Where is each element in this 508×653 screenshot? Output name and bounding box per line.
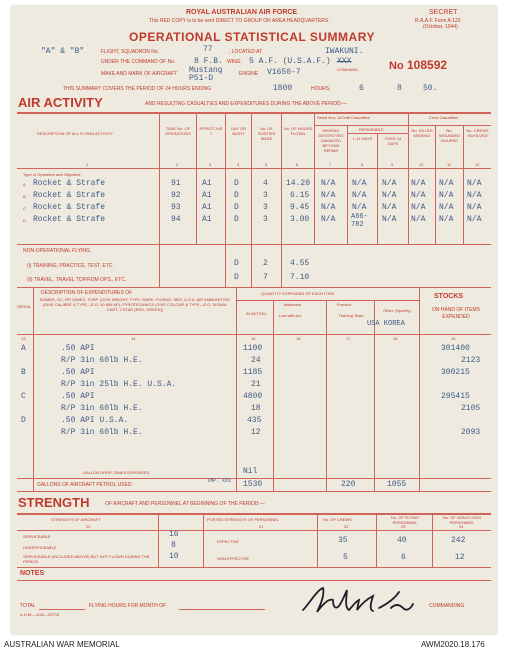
training-day-night: D [234,259,239,268]
hours-flown-value: 14.20 [286,179,311,188]
divider [33,287,34,491]
form-instruction: This RED COPY is to be sent DIRECT TO GROUP OR AREA HEADQUARTERS. [149,18,330,24]
divider [203,513,204,567]
crews-value: N/A [467,215,482,224]
divider [419,287,420,491]
row-letter: C [23,206,26,211]
divider [273,300,274,491]
col-number: 10 [419,162,424,167]
nonflying-personnel-header: No. OF NON-FLYING PERSONNEL [442,515,482,525]
col-description: DESCRIPTION OF ALL FLYING ACTIVITY [37,131,114,136]
command-label: COMMAND [337,67,359,72]
period-day: 6 [359,84,364,93]
stock-value: 301400 [441,344,470,353]
repairable-label: REPAIRABLE [359,127,384,132]
killed-value: N/A [411,179,426,188]
col-number: 21 [259,524,264,529]
footer-institution: AUSTRALIAN WAR MEMORIAL [4,640,120,649]
crews-header: No. OF CREWS [323,517,352,522]
col-day-night: DAY OR NIGHT [231,126,246,136]
task-number: 93 [171,203,181,212]
travel-sorties: 7 [263,273,268,282]
effective-flying: 40 [397,536,407,545]
divider [408,112,409,244]
imp-note: IMP. XXX [207,478,232,484]
commanding-signature [299,584,427,618]
no-label: No [389,60,404,72]
col-number: 15 [251,336,256,341]
row-letter: A [23,182,26,187]
crew-group: Crew Casualties [429,115,459,120]
divider [251,112,252,288]
travel-day-night: D [234,273,239,282]
divider [317,513,318,567]
sorties-value: 4 [263,179,268,188]
activity-description: Rocket & Strafe [33,203,106,212]
expenditure-description: .50 API U.S.A. [61,416,129,425]
unserviceable-value: 8 [171,541,176,550]
col-number: 5 [265,162,268,167]
expenditure-serial: A [21,344,26,353]
hours-flown-value: 6.15 [290,191,310,200]
activity-description: Rocket & Strafe [33,191,106,200]
sorties-value: 3 [263,203,268,212]
effective-value: A1 [202,215,212,224]
missing-value: N/A [321,203,336,212]
missing-value: N/A [321,179,336,188]
unserviceable-label: UNSERVICEABLE [23,545,57,550]
killed-value: N/A [411,215,426,224]
day-night-value: D [234,215,239,224]
col-number: 14 [131,336,136,341]
flight-value: "A" & "B" [41,47,85,56]
repairable-short-value: A66-782 [351,213,368,229]
crews-value: N/A [467,191,482,200]
notes-label: NOTES [20,570,45,577]
archive-footer [0,638,508,653]
period-month: 8 [397,84,402,93]
hours-flown-value: 9.45 [290,203,310,212]
col-effective: EFFECT-IVE ? [199,126,223,136]
effective-label: EFFECTIVE [217,539,240,544]
col-lost: Lost with A/c [279,313,302,318]
strength-subtitle: OF AIRCRAFT AND PERSONNEL AT BEGINNING OF THE PERIOD:— [105,501,265,507]
form-ref: R.A.A.F. Form A.122 [415,18,461,24]
repairable-long-value: N/A [382,191,397,200]
form-title: OPERATIONAL STATISTICAL SUMMARY [129,30,375,44]
divider [347,133,408,134]
repairable-short-value: N/A [352,191,367,200]
repairable-short-value: N/A [352,179,367,188]
wounded-value: N/A [439,203,454,212]
col-number: 19 [451,336,456,341]
repairable-long-value: N/A [382,179,397,188]
command-prefix: UNDER THE COMMAND OF No. [101,59,176,65]
period-year: 50. [423,84,438,93]
col-number: 3 [209,162,212,167]
squadron-value: 77 [203,45,213,54]
commanding-label: COMMANDING [429,603,465,609]
missing-value: N/A [321,215,336,224]
col-hours: No. OF HOURS FLOWN [283,126,313,136]
divider [326,300,327,491]
flying-personnel-header: No. OF FLYING PERSONNEL [390,515,420,525]
divider [17,112,491,114]
aircraft-label: MAKE AND MARK OF AIRCRAFT [101,71,178,77]
expenditure-serial: C [21,392,26,401]
col-number: 13 [21,336,26,341]
col-number: 4 [237,162,240,167]
flying-hours-label: FLYING HOURS FOR MONTH OF [89,603,167,609]
expenditure-description: .50 API [61,392,95,401]
divider [179,609,265,610]
stock-value: 300215 [441,368,470,377]
col-sorties: No. OF SORTIES MADE [257,126,276,141]
petrol-training: 220 [341,480,356,489]
divider [159,112,160,288]
sorties-value: 3 [263,191,268,200]
day-night-value: D [234,179,239,188]
sorties-value: 3 [263,215,268,224]
col-number: 22 [344,524,349,529]
expenditure-description: R/P 3in 25lb H.E. U.S.A. [61,380,177,389]
print-ref: A.H.M.—3/44—30733 [20,612,60,617]
divider [314,112,315,244]
in-action-value: 1100 [243,344,263,353]
drop-tanks-value: Nil [243,467,258,476]
non-effective-flying: 6 [401,553,406,562]
practice-label: Practice [337,302,352,307]
killed-value: N/A [411,191,426,200]
strength-title: STRENGTH [18,495,90,510]
divider [225,112,226,288]
travel-label: (ii) TRAVEL, TRAVEL TO/FROM OPS., ETC. [27,277,127,283]
in-action-value: 1185 [243,368,263,377]
col-expenditure-description: DESCRIPTION OF EXPENDITURES OF [41,290,133,296]
in-action-value: 21 [251,380,261,389]
col-number: 24 [459,524,464,529]
stock-value: 295415 [441,392,470,401]
stock-value: 2105 [461,404,481,413]
flight-label: FLIGHT, SQUADRON No. [101,49,160,55]
expenditure-serial: B [21,368,26,377]
petrol-other: 1055 [387,480,407,489]
in-action-value: 12 [251,428,261,437]
quantity-header: QUANTITY EXPENDED OF EACH ITEM [261,291,334,296]
hours-label: HOURS, [311,86,331,92]
aircraft-value: Mustang P51-D [189,66,223,83]
in-action-value: 435 [247,416,262,425]
stocks-sub: ON HAND OF ITEMS EXPENDED [431,307,481,320]
activity-description: Rocket & Strafe [33,215,106,224]
divider [17,567,491,568]
crews-value: N/A [467,203,482,212]
col-number: 6 [296,162,299,167]
air-activity-subtitle: AND RESULTING CASUALTIES AND EXPENDITURES DURING THE ABOVE PERIOD:— [145,101,347,107]
col-training: Training Tests [338,313,364,318]
row-letter: D [23,218,26,223]
col-number: 20 [86,524,91,529]
training-sorties: 2 [263,259,268,268]
expenditure-description: R/P 3in 60lb H.E. [61,428,143,437]
col-serial: SERIAL [17,304,32,309]
col-rep-1: 1-14 DAYS [352,136,373,141]
engine-label: ENGINE [239,71,259,77]
in-action-value: 4800 [243,392,263,401]
divider [435,125,436,244]
expenditure-description: .50 API [61,368,95,377]
other-value: USA KOREA [367,320,405,328]
serviceable-label: SERVICEABLE [23,534,51,539]
aircraft-strength-header: STRENGTH OF AIRCRAFT [51,517,101,522]
travel-hours: 7.10 [290,273,310,282]
divider [376,513,377,567]
stock-value: 2123 [461,356,481,365]
training-hours: 4.55 [290,259,310,268]
task-number: 91 [171,179,181,188]
wounded-value: N/A [439,215,454,224]
row-letter: B [23,194,26,199]
effective-crews: 35 [338,536,348,545]
expenditure-serial: D [21,416,26,425]
col-wounded: No. WOUNDED INJURED [438,128,461,143]
task-number: 92 [171,191,181,200]
divider [17,491,491,492]
col-number: 11 [447,162,452,167]
day-night-value: D [234,203,239,212]
type-label: Type of Operation and Objective: [23,172,82,177]
divider [17,530,491,531]
col-in-action: IN ACTION [245,311,266,316]
location-value: IWAKUNI. [325,47,364,56]
non-effective-crews: 5 [343,553,348,562]
engine-value: V1650-7 [267,68,301,77]
col-number: 17 [346,336,351,341]
serviceable-value: 16 [169,530,179,539]
in-action-value: 18 [251,404,261,413]
hours-value: 1800 [273,84,293,93]
form-sheet [11,6,497,634]
missing-value: N/A [321,191,336,200]
repairable-long-value: N/A [382,203,397,212]
not-flown-label: SERVICEABLE (INCLUDED ABOVE) BUT NOT FLOWN DURING THE PERIOD [23,554,150,564]
jettisoned-label: Jettisoned [283,302,302,307]
col-number: 18 [393,336,398,341]
divider [377,133,378,244]
divider [314,125,491,126]
divider [17,244,491,245]
serial-group: Serial Nos. A/Craft Casualties [317,115,370,120]
repairable-long-value: N/A [382,215,397,224]
non-effective-nonflying: 12 [455,553,465,562]
divider [17,168,491,169]
col-task: TASK No. OF OPERATIONS [165,126,191,136]
expenditure-description: R/P 3in 60lb H.E. [61,356,143,365]
total-label: TOTAL [20,603,36,609]
non-effective-label: NON-EFFECTIVE [217,556,250,561]
stock-value: 2093 [461,428,481,437]
expenditure-description: .50 API [61,344,95,353]
divider [196,112,197,244]
col-number: 23 [401,524,406,529]
col-crews: No. CREWS INVOLVED [466,128,489,138]
expenditure-description: R/P 3in 60lb H.E. [61,404,143,413]
divider [463,125,464,244]
expenditure-description-detail: BOMBS, GC, RP, MINES, TORP. (GIVE WEIGHT, TYPE, MARK, FUSING, SBIT, U.S.A. AIR AMMUNITION (GIVE CALIBRE & TYPE—E.G. 50 MM AP). PYROTECHNICS (GIVE COLOUR & TYPE—E.G. SIGNAL CART. 2 STAR (RED, GREEN)) [40,297,230,312]
divider [17,580,491,581]
effective-value: A1 [202,203,212,212]
period-label: THIS SUMMARY COVERS THE PERIOD OF 24 HOURS ENDING [63,86,212,92]
activity-description: Rocket & Strafe [33,179,106,188]
drop-tanks-label: GALLON DROP-TANKS EXPENDED [83,470,150,475]
col-number: 1 [86,162,89,167]
divider [158,513,159,567]
col-number: 7 [329,162,332,167]
wing-value: 8 F.B. [194,57,223,66]
effective-value: A1 [202,179,212,188]
divider [39,609,85,610]
col-number: 12 [475,162,480,167]
divider [374,300,375,491]
killed-value: N/A [411,203,426,212]
stocks-label: STOCKS [434,293,464,300]
col-missing: MISSING DESTROYED DAMAGED BEYOND REPAIR [318,128,344,153]
located-label: , LOCATED AT [229,49,263,55]
petrol-in-action: 1530 [243,480,263,489]
form-org: ROYAL AUSTRALIAN AIR FORCE [186,9,298,16]
personnel-strength-header: POSTED STRENGTH OF PERSONNEL [207,517,280,522]
training-label: (i) TRAINING, PRACTICE, TEST, ETC. [27,263,114,269]
effective-value: A1 [202,191,212,200]
divider [236,300,419,301]
col-number: 9 [391,162,394,167]
hours-flown-value: 3.00 [290,215,310,224]
col-rep-2: OVER 14 DAYS [384,136,402,146]
divider [281,112,282,288]
repairable-short-value: N/A [352,203,367,212]
in-action-value: 24 [251,356,261,365]
divider [236,287,237,491]
day-night-value: D [234,191,239,200]
wounded-value: N/A [439,179,454,188]
footer-reference: AWM2020.18.176 [421,640,485,649]
crews-value: N/A [467,179,482,188]
effective-nonflying: 242 [451,536,466,545]
serial-number: 108592 [407,58,448,72]
air-activity-title: AIR ACTIVITY [18,95,103,110]
col-killed: No. KILLED MISSING [411,128,433,138]
divider [432,513,433,567]
xxx-value: XXX [337,57,352,66]
col-number: 8 [361,162,364,167]
form-date: (October, 1944) [423,24,458,30]
col-number: 16 [296,336,301,341]
wing-label: WING [227,59,241,65]
wounded-value: N/A [439,191,454,200]
task-number: 94 [171,215,181,224]
divider [347,125,348,244]
petrol-label: GALLONS OF AIRCRAFT PETROL USED: [37,482,133,488]
secret-label: SECRET [429,9,458,16]
non-operational-label: NON-OPERATIONAL FLYING. [23,248,92,254]
col-number: 2 [176,162,179,167]
not-flown-value: 10 [169,552,179,561]
af-value: 5 A.F. (U.S.A.F.) [249,57,331,66]
col-other: Other. (Specify) [383,308,411,313]
